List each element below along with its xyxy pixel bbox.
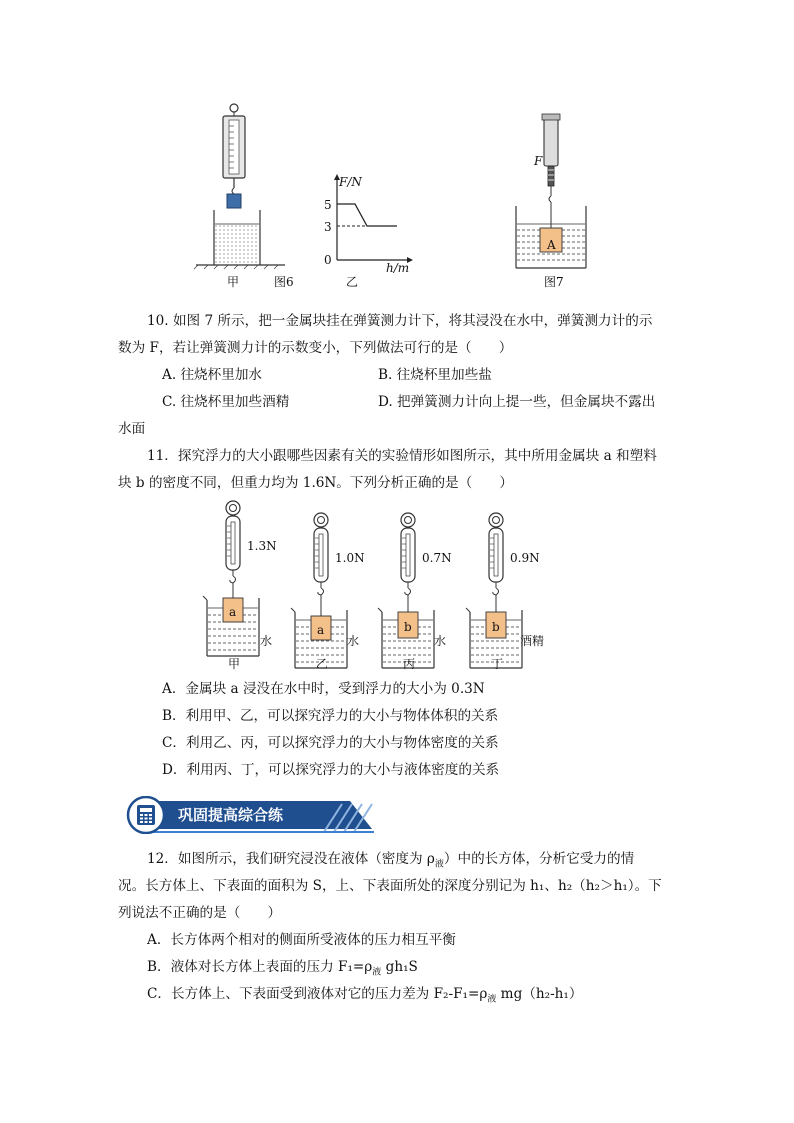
calculator-icon bbox=[136, 804, 156, 826]
graph-origin: 0 bbox=[324, 253, 332, 267]
q11-fig-block-2: a bbox=[317, 623, 325, 637]
q10-stem-line-1: 10. 如图 7 所示，把一金属块挂在弹簧测力计下，将其浸没在水中，弹簧测力计的示 bbox=[147, 313, 653, 329]
q12-stem-line-3: 列说法不正确的是（ ） bbox=[118, 905, 282, 921]
q11-option-c: C．利用乙、丙，可以探究浮力的大小与物体密度的关系 bbox=[162, 735, 499, 751]
q11-fig-block-1: a bbox=[229, 605, 237, 619]
q12-option-c bbox=[147, 985, 582, 1009]
q12-option-c-pre: C．长方体上、下表面受到液体对它的压力差为 F₂-F₁=ρ bbox=[147, 986, 488, 1002]
q12-stem-1a: 12．如图所示，我们研究浸没在液体（密度为 ρ bbox=[147, 851, 435, 867]
graph-y-axis-label: F/N bbox=[339, 175, 362, 189]
q11-fig-caption-4: 丁 bbox=[491, 657, 504, 671]
q12-option-a: A．长方体两个相对的侧面所受液体的压力相互平衡 bbox=[147, 932, 456, 948]
q12-option-c-subscript: 液 bbox=[487, 994, 497, 1005]
fig7-caption: 图7 bbox=[544, 275, 564, 289]
q11-fig-reading-4: 0.9N bbox=[510, 551, 540, 565]
q12-option-c-post: mg（h₂-h₁） bbox=[496, 986, 583, 1002]
q12-stem-1-subscript: 液 bbox=[434, 859, 444, 870]
graph-x-axis-label: h/m bbox=[386, 261, 410, 275]
q11-option-a: A．金属块 a 浸没在水中时，受到浮力的大小为 0.3N bbox=[162, 681, 485, 697]
fig6-caption: 图6 bbox=[274, 275, 294, 289]
fig7-block-label: A bbox=[547, 238, 556, 252]
fig7-force-label: F bbox=[534, 154, 543, 168]
q11-fig-block-3: b bbox=[404, 620, 412, 634]
graph-caption: 乙 bbox=[346, 275, 359, 289]
q11-option-d: D．利用丙、丁，可以探究浮力的大小与液体密度的关系 bbox=[162, 762, 500, 778]
q11-fig-caption-1: 甲 bbox=[228, 657, 241, 671]
q11-fig-block-4: b bbox=[492, 620, 500, 634]
q12-option-b bbox=[147, 958, 418, 982]
figure-6-apparatus bbox=[190, 100, 320, 290]
q10-option-a: A. 往烧杯里加水 bbox=[162, 367, 263, 383]
q11-option-b: B．利用甲、乙，可以探究浮力的大小与物体体积的关系 bbox=[162, 708, 499, 724]
q11-fig-liquid-4: 酒精 bbox=[520, 634, 545, 648]
q11-fig-reading-2: 1.0N bbox=[335, 551, 365, 565]
q11-fig-reading-1: 1.3N bbox=[247, 539, 277, 553]
graph-y-tick-3: 3 bbox=[324, 220, 332, 234]
fig6-left-label: 甲 bbox=[227, 275, 240, 289]
q10-option-d-continued: 水面 bbox=[118, 421, 146, 437]
q11-stem-line-2: 块 b 的密度不同，但重力均为 1.6N。下列分析正确的是（ ） bbox=[118, 475, 514, 491]
q11-fig-reading-3: 0.7N bbox=[422, 551, 452, 565]
q10-option-b: B. 往烧杯里加些盐 bbox=[378, 367, 492, 383]
q12-option-b-pre: B．液体对长方体上表面的压力 F₁=ρ bbox=[147, 959, 373, 975]
q11-stem-line-1: 11．探究浮力的大小跟哪些因素有关的实验情形如图所示，其中所用金属块 a 和塑料 bbox=[147, 448, 657, 464]
q12-stem-line-1 bbox=[147, 850, 634, 874]
q10-stem-line-2: 数为 F，若让弹簧测力计的示数变小，下列做法可行的是（ ） bbox=[118, 340, 513, 356]
q12-option-b-post: gh₁S bbox=[381, 959, 418, 975]
q11-fig-liquid-1: 水 bbox=[260, 634, 273, 648]
q10-option-c: C. 往烧杯里加些酒精 bbox=[162, 394, 290, 410]
section-title: 巩固提高综合练 bbox=[178, 806, 284, 824]
q12-stem-1b: ）中的长方体，分析它受力的情 bbox=[443, 851, 635, 867]
q11-fig-liquid-2: 水 bbox=[347, 634, 360, 648]
q10-option-d: D. 把弹簧测力计向上提一些，但金属块不露出 bbox=[378, 394, 656, 410]
q11-fig-caption-3: 丙 bbox=[403, 657, 416, 671]
q11-fig-liquid-3: 水 bbox=[434, 634, 447, 648]
q11-fig-caption-2: 乙 bbox=[316, 657, 329, 671]
q12-stem-line-2: 况。长方体上、下表面的面积为 S，上、下表面所处的深度分别记为 h₁、h₂（h₂＞h₁）。下 bbox=[118, 878, 662, 894]
q12-option-b-subscript: 液 bbox=[372, 967, 382, 978]
graph-y-tick-5: 5 bbox=[324, 198, 332, 212]
section-banner bbox=[124, 796, 380, 834]
